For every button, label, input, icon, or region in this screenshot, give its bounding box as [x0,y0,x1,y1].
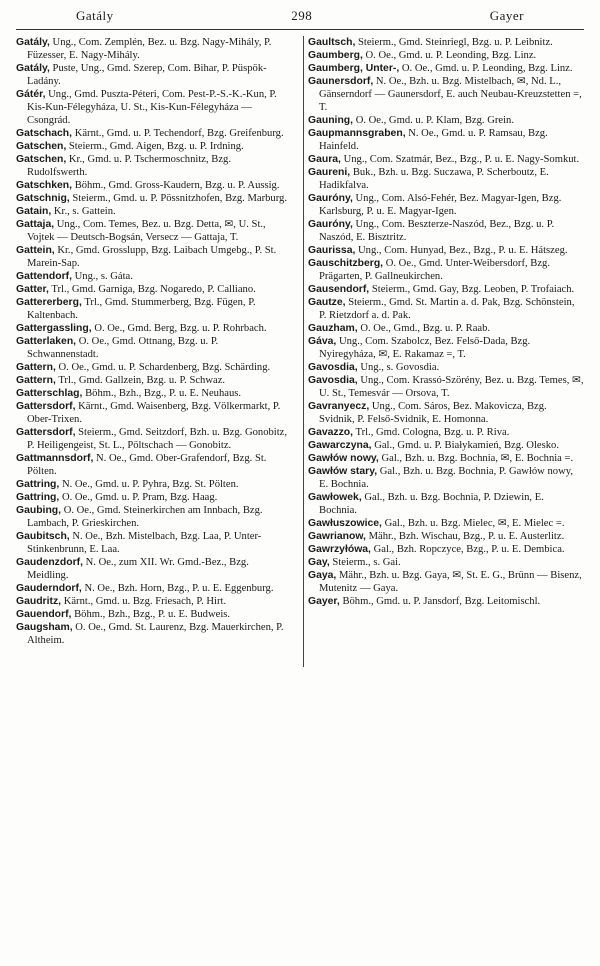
entry-text: N. Oe., Bzh. Mistelbach, Bzg. Laa, P. Unter-Stinkenbrunn, E. Laa. [27,531,262,555]
entry-text: Gal., Bzh. Ropczyce, Bzg., P. u. E. Dembica. [373,544,565,555]
gazetteer-entry [308,452,584,465]
entry-headword: Gátér, [16,89,46,100]
entry-headword: Gattererberg, [16,297,82,308]
entry-headword: Gáva, [308,336,337,347]
entry-headword: Gauderndorf, [16,583,82,594]
entry-text: N. Oe., Bzh. u. Bzg. Mistelbach, ✉, Nd. L., Gänserndorf — Gaunersdorf, E. auch Neubau-Kreuzstetten =, T. [319,76,582,113]
entry-headword: Gawłów nowy, [308,453,379,464]
entry-headword: Gay, [308,557,330,568]
entry-headword: Gauendorf, [16,609,72,620]
entry-headword: Gatter, [16,284,49,295]
gazetteer-entry [308,153,584,166]
entry-headword: Gaupmannsgraben, [308,128,406,139]
gazetteer-entry [16,400,292,426]
gazetteer-entry [308,127,584,153]
gazetteer-entry [308,556,584,569]
gazetteer-entry [16,153,292,179]
header-rule [16,29,584,30]
entry-text: Ung., Com. Sáros, Bez. Makovicza, Bzg. Svidnik, P. Felső-Svidnik, E. Homonna. [319,401,547,425]
entry-text: N. Oe., zum XII. Wr. Gmd.-Bez., Bzg. Meidling. [27,557,249,581]
entry-text: Kr., s. Gattein. [53,206,116,217]
entry-headword: Gattmannsdorf, [16,453,94,464]
gazetteer-entry [308,296,584,322]
entry-headword: Gaureni, [308,167,351,178]
entry-text: Ung., Gmd. Puszta-Péteri, Com. Pest-P.-S.-K.-Kun, P. Kis-Kun-Félegyháza, U. St., Kis-Kun-Félegyháza — Csongrád. [27,89,277,126]
gazetteer-entry [308,166,584,192]
entry-text: Steierm., Gmd. St. Martin a. d. Pak, Bzg. Schönstein, P. Rietzdorf a. d. Pak. [319,297,575,321]
entry-text: Ung., Com. Beszterze-Naszód, Bez., Bzg. u. P. Naszód, E. Bisztritz. [319,219,555,243]
gazetteer-entry [16,582,292,595]
gazetteer-entry [308,322,584,335]
entry-headword: Gattersdorf, [16,427,76,438]
gazetteer-entry [308,244,584,257]
entry-text: O. Oe., Gmd. St. Laurenz, Bzg. Mauerkirchen, P. Altheim. [27,622,284,646]
entry-text: Böhm., Gmd. Gross-Kaudern, Bzg. u. P. Aussig. [74,180,280,191]
entry-text: O. Oe., Gmd. u. P. Leonding, Bzg. Linz. [401,63,573,74]
right-column [308,36,584,647]
gazetteer-entry [308,400,584,426]
gazetteer-entry [16,595,292,608]
entry-text: Steierm., Gmd. Aigen, Bzg. u. P. Irdning. [68,141,244,152]
entry-headword: Gatschnig, [16,193,70,204]
entry-headword: Gawłowek, [308,492,362,503]
entry-headword: Gayer, [308,596,340,607]
gazetteer-entry [16,283,292,296]
header-right-word: Gayer [489,8,524,23]
entry-headword: Gawłuszowice, [308,518,382,529]
gazetteer-entry [308,62,584,75]
entry-headword: Gaugsham, [16,622,73,633]
entry-headword: Gawarczyna, [308,440,372,451]
entry-text: Steierm., Gmd. Gay, Bzg. Leoben, P. Trofaiach. [371,284,575,295]
gazetteer-entry [308,218,584,244]
entry-headword: Gattern, [16,375,56,386]
gazetteer-entry [308,192,584,218]
entry-headword: Gattern, [16,362,56,373]
entry-headword: Gavosdia, [308,362,358,373]
entry-text: Trl., Gmd. Stummerberg, Bzg. Fügen, P. Kaltenbach. [27,297,256,321]
gazetteer-entry [16,478,292,491]
gazetteer-entry [16,322,292,335]
gazetteer-entry [16,218,292,244]
gazetteer-entry [308,75,584,114]
gazetteer-entry [16,491,292,504]
entry-text: O. Oe., Gmd. Steinerkirchen am Innbach, Bzg. Lambach, P. Grieskirchen. [27,505,263,529]
entry-text: Ung., Com. Alsó-Fehér, Bez. Magyar-Igen, Bzg. Karlsburg, P. u. E. Magyar-Igen. [319,193,562,217]
entry-headword: Gaura, [308,154,341,165]
entry-headword: Gatschen, [16,154,67,165]
entry-text: N. Oe., Gmd. u. P. Ramsau, Bzg. Hainfeld. [319,128,548,152]
entry-headword: Gatschken, [16,180,73,191]
entry-text: Trl., Gmd. Gallzein, Bzg. u. P. Schwaz. [58,375,226,386]
entry-headword: Gaumberg, [308,50,363,61]
entry-headword: Gattergassling, [16,323,92,334]
gazetteer-entry [16,140,292,153]
entry-headword: Gattendorf, [16,271,72,282]
entry-text: O. Oe., Gmd. u. P. Pram, Bzg. Haag. [61,492,218,503]
entry-text: Steierm., Gmd. Seitzdorf, Bzh. u. Bzg. Gonobitz, P. Heiligengeist, St. L., Pöltschach — Gonobitz. [27,427,288,451]
column-divider [303,36,304,667]
entry-text: Ung., Com. Szatmár, Bez., Bzg., P. u. E. Nagy-Somkut. [343,154,580,165]
entry-headword: Gatály, [16,37,50,48]
entry-text: Gal., Bzh. u. Bzg. Bochnia, ✉, E. Bochnia =. [381,453,574,464]
gazetteer-entry [16,530,292,556]
gazetteer-entry [308,543,584,556]
entry-text: Buk., Bzh. u. Bzg. Suczawa, P. Scherboutz, E. Hadikfalva. [319,167,549,191]
entry-text: Mähr., Bzh. Wischau, Bzg., P. u. E. Austerlitz. [368,531,565,542]
gazetteer-entry [308,374,584,400]
gazetteer-entry [16,387,292,400]
header-left-word: Gatály [76,8,114,23]
entry-headword: Gautze, [308,297,346,308]
entry-headword: Gattring, [16,492,60,503]
entry-text: N. Oe., Gmd. Ober-Grafendorf, Bzg. St. Pölten. [27,453,267,477]
entry-text: Gal., Bzh. u. Bzg. Mielec, ✉, E. Mielec =. [384,518,565,529]
entry-text: O. Oe., Gmd. Unter-Weibersdorf, Bzg. Prägarten, P. Gallneukirchen. [319,258,550,282]
gazetteer-entry [308,517,584,530]
entry-headword: Gattring, [16,479,60,490]
entry-text: Steierm., Gmd. Steinriegl, Bzg. u. P. Leibnitz. [358,37,553,48]
gazetteer-entry [308,49,584,62]
entry-text: Ung., Com. Krassó-Szörény, Bez. u. Bzg. Temes, ✉, U. St., Temesvár — Orsova, T. [319,375,584,399]
gazetteer-entry [308,257,584,283]
gazetteer-entry [308,114,584,127]
entry-text: Steierm., Gmd. u. P. Pössnitzhofen, Bzg. Marburg. [72,193,287,204]
entry-text: N. Oe., Bzh. Horn, Bzg., P. u. E. Eggenburg. [84,583,274,594]
gazetteer-entry [16,452,292,478]
entry-headword: Gavranyecz, [308,401,370,412]
entry-headword: Gattersdorf, [16,401,76,412]
entry-text: Kärnt., Gmd. u. Bzg. Friesach, P. Hirt. [63,596,227,607]
entry-headword: Gausendorf, [308,284,370,295]
entry-text: Ung., Com. Hunyad, Bez., Bzg., P. u. E. Hátszeg. [358,245,568,256]
entry-text: O. Oe., Gmd. Ottnang, Bzg. u. P. Schwannenstadt. [27,336,219,360]
left-column [16,36,292,647]
entry-headword: Gawrzyłówa, [308,544,371,555]
entry-headword: Gatterlaken, [16,336,77,347]
entry-text: Gal., Bzh. u. Bzg. Bochnia, P. Dziewin, E. Bochnia. [319,492,544,516]
entry-text: O. Oe., Gmd. u. P. Klam, Bzg. Grein. [355,115,514,126]
entry-text: O. Oe., Gmd., Bzg. u. P. Raab. [360,323,491,334]
entry-text: Kr., Gmd. Grosslupp, Bzg. Laibach Umgebg., P. St. Marein-Sap. [27,245,277,269]
gazetteer-entry [16,296,292,322]
entry-text: Ung., Com. Szabolcz, Bez. Felső-Dada, Bzg. Nyiregyháza, ✉, E. Rakamaz =, T. [319,336,531,360]
entry-headword: Gattein, [16,245,55,256]
gazetteer-entry [16,426,292,452]
entry-headword: Gatschach, [16,128,73,139]
entry-headword: Gaudenzdorf, [16,557,83,568]
gazetteer-entry [308,426,584,439]
entry-headword: Gaubing, [16,505,62,516]
gazetteer-entry [16,192,292,205]
entry-text: Böhm., Gmd. u. P. Jansdorf, Bzg. Leitomischl. [342,596,541,607]
entry-text: O. Oe., Gmd. u. P. Leonding, Bzg. Linz. [365,50,537,61]
entry-headword: Gaubitsch, [16,531,70,542]
entry-headword: Gattaja, [16,219,55,230]
entry-headword: Gatain, [16,206,52,217]
gazetteer-entry [16,205,292,218]
gazetteer-entry [16,556,292,582]
entry-text: Kr., Gmd. u. P. Tschermoschnitz, Bzg. Rudolfswerth. [27,154,231,178]
gazetteer-entry [308,335,584,361]
entry-headword: Gauróny, [308,219,353,230]
entry-headword: Gaumberg, Unter-, [308,63,400,74]
gazetteer-entry [16,504,292,530]
entry-text: Böhm., Bzh., Bzg., P. u. E. Neuhaus. [85,388,242,399]
entry-headword: Gauróny, [308,193,353,204]
entry-headword: Gawłów stary, [308,466,378,477]
gazetteer-entry [16,374,292,387]
entry-headword: Gaultsch, [308,37,356,48]
entry-text: Ung., Com. Zemplén, Bez. u. Bzg. Nagy-Mihály, P. Füzesser, E. Nagy-Mihály. [27,37,272,61]
gazetteer-entry [16,244,292,270]
gazetteer-entry [16,62,292,88]
gazetteer-entry [16,270,292,283]
gazetteer-entry [16,36,292,62]
page-number: 298 [291,8,313,23]
gazetteer-entry [308,439,584,452]
gazetteer-entry [16,127,292,140]
gazetteer-entry [308,595,584,608]
two-column-body [16,36,584,647]
entry-headword: Gaya, [308,570,337,581]
entry-text: O. Oe., Gmd. u. P. Schardenberg, Bzg. Schärding. [58,362,271,373]
entry-headword: Gaudritz, [16,596,62,607]
gazetteer-entry [308,530,584,543]
gazetteer-entry [16,621,292,647]
entry-text: Trl., Gmd. Garniga, Bzg. Nogaredo, P. Calliano. [51,284,256,295]
gazetteer-entry [308,569,584,595]
gazetteer-entry [308,491,584,517]
gazetteer-entry [308,361,584,374]
entry-headword: Gaunersdorf, [308,76,374,87]
entry-headword: Gatterschlag, [16,388,83,399]
gazetteer-entry [16,608,292,621]
gazetteer-entry [16,361,292,374]
entry-headword: Gatály, [16,63,50,74]
entry-text: Ung., s. Gáta. [74,271,133,282]
entry-text: N. Oe., Gmd. u. P. Pyhra, Bzg. St. Pölten. [61,479,239,490]
entry-text: Mähr., Bzh. u. Bzg. Gaya, ✉, St. E. G., Brünn — Bisenz, Mutenitz — Gaya. [319,570,582,594]
entry-text: Ung., s. Govosdia. [360,362,440,373]
entry-headword: Gavosdia, [308,375,358,386]
gazetteer-entry [16,179,292,192]
entry-headword: Gauschitzberg, [308,258,384,269]
gazetteer-entry [308,36,584,49]
gazetteer-entry [16,335,292,361]
entry-headword: Gaurissa, [308,245,356,256]
entry-text: Kärnt., Gmd. Waisenberg, Bzg. Völkermarkt, P. Ober-Trixen. [27,401,281,425]
entry-text: Gal., Bzh. u. Bzg. Bochnia, P. Gawłów nowy, E. Bochnia. [319,466,573,490]
entry-text: Steierm., s. Gai. [332,557,401,568]
entry-headword: Gauning, [308,115,354,126]
entry-text: Kärnt., Gmd. u. P. Techendorf, Bzg. Greifenburg. [74,128,284,139]
entry-headword: Gauzham, [308,323,358,334]
entry-text: Gal., Gmd. u. P. Białykamień, Bzg. Olesko. [374,440,559,451]
entry-text: Böhm., Bzh., Bzg., P. u. E. Budweis. [74,609,231,620]
entry-text: O. Oe., Gmd. Berg, Bzg. u. P. Rohrbach. [94,323,267,334]
entry-text: Puste, Ung., Gmd. Szerep, Com. Bihar, P. Püspök-Ladány. [27,63,267,87]
entry-headword: Gawrianow, [308,531,366,542]
entry-text: Ung., Com. Temes, Bez. u. Bzg. Detta, ✉, U. St., Vojtek — Deutsch-Bogsán, Versecz — Gattaja, T. [27,219,266,243]
running-header [16,8,584,26]
gazetteer-entry [16,88,292,127]
entry-headword: Gavazzo, [308,427,354,438]
entry-headword: Gatschen, [16,141,67,152]
entry-text: Trl., Gmd. Cologna, Bzg. u. P. Riva. [355,427,510,438]
gazetteer-entry [308,283,584,296]
gazetteer-entry [308,465,584,491]
